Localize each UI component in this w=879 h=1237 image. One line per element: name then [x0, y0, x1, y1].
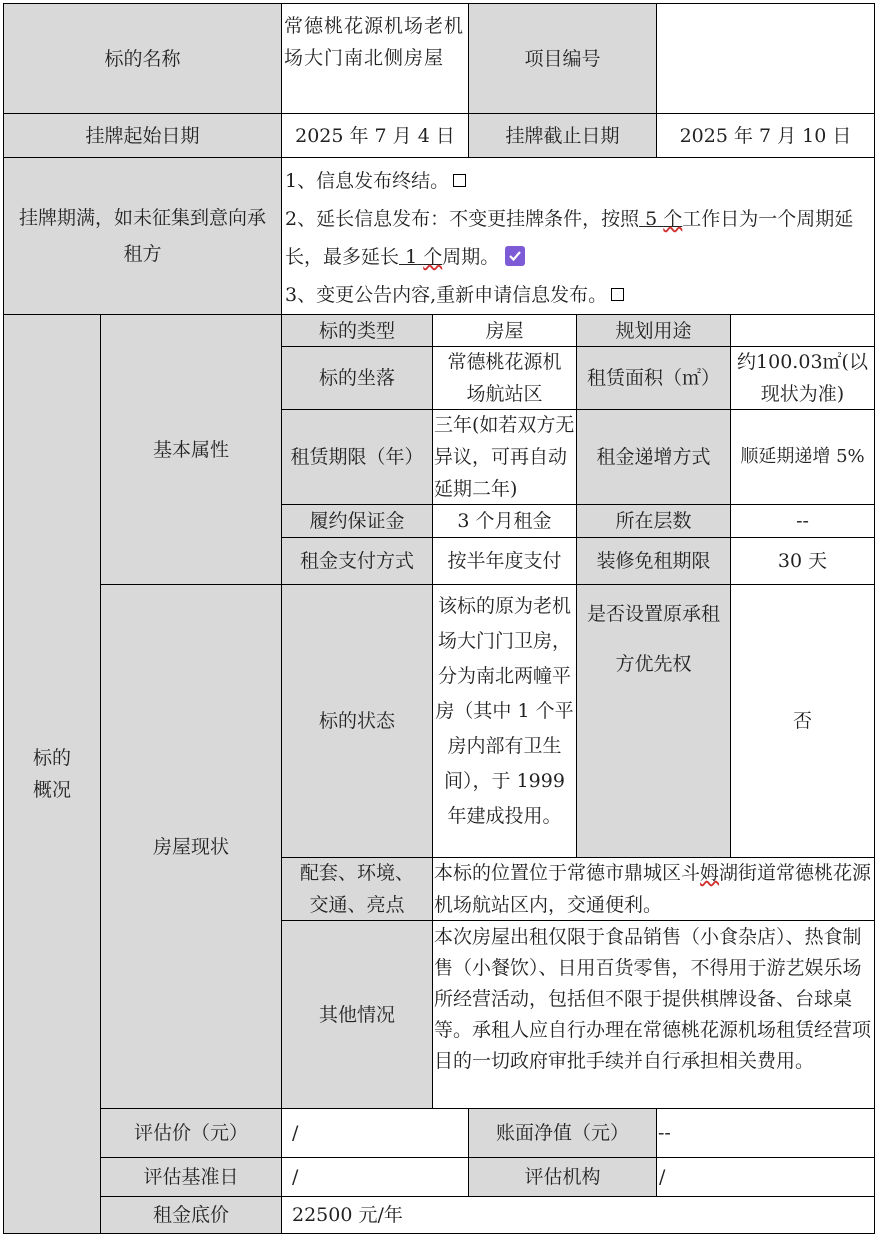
option-2-checkbox-checked[interactable] — [505, 246, 525, 266]
overview-label: 标的概况 — [3, 314, 101, 1234]
increase-value: 顺延期递增 5% — [730, 409, 875, 505]
deposit-value: 3 个月租金 — [432, 504, 577, 538]
rent-free-label: 装修免租期限 — [576, 537, 731, 585]
use-label: 规划用途 — [576, 314, 731, 347]
code-label: 项目编号 — [468, 3, 657, 114]
book-value-label: 账面净值（元） — [468, 1108, 657, 1158]
house-status-label: 房屋现状 — [100, 584, 282, 1109]
reserve-rent-label: 租金底价 — [100, 1196, 282, 1234]
other-label: 其他情况 — [281, 920, 433, 1109]
floor-label: 所在层数 — [576, 504, 731, 538]
appraisal-value: / — [281, 1108, 469, 1158]
use-value — [730, 314, 875, 347]
start-date-value: 2025 年 7 月 4 日 — [281, 113, 469, 158]
payment-label: 租金支付方式 — [281, 537, 433, 585]
state-label: 标的状态 — [281, 584, 433, 858]
basic-attributes-label: 基本属性 — [100, 314, 282, 585]
area-value: 约100.03㎡(以现状为准) — [730, 346, 875, 410]
floor-value: -- — [730, 504, 875, 538]
priority-label: 是否设置原承租方优先权 — [576, 584, 731, 858]
location-label: 标的坐落 — [281, 346, 433, 410]
expiry-option-1: 1、信息发布终结。 — [285, 162, 871, 200]
appraisal-date-value: / — [281, 1157, 469, 1197]
location-value: 常德桃花源机场航站区 — [432, 346, 577, 410]
appraisal-label: 评估价（元） — [100, 1108, 282, 1158]
expiry-option-2: 2、延长信息发布：不变更挂牌条件，按照 5 个工作日为一个周期延长，最多延长 1 个周期。 — [285, 208, 854, 268]
expiry-option-3: 3、变更公告内容,重新申请信息发布。 — [285, 276, 871, 314]
name-label: 标的名称 — [3, 3, 282, 114]
rent-free-value: 30 天 — [730, 537, 875, 585]
end-date-label: 挂牌截止日期 — [468, 113, 657, 158]
expiry-label: 挂牌期满，如未征集到意向承租方 — [3, 157, 282, 315]
other-value: 本次房屋出租仅限于食品销售（小食杂店）、热食制售（小餐饮）、日用百货零售，不得用于游艺娱乐场所经营活动，包括但不限于提供棋牌设备、台球桌等。承租人应自行办理在常德桃花源机场租赁经营项目的一切政府审批手续并自行承担相关费用。 — [432, 920, 875, 1109]
option-3-checkbox[interactable] — [611, 288, 624, 301]
book-value: -- — [656, 1108, 875, 1158]
appraisal-org-value: / — [656, 1157, 875, 1197]
code-value — [656, 3, 875, 114]
term-value: 三年(如若双方无异议，可再自动延期二年) — [432, 409, 577, 505]
type-value: 房屋 — [432, 314, 577, 347]
appraisal-org-label: 评估机构 — [468, 1157, 657, 1197]
environment-label: 配套、环境、交通、亮点 — [281, 857, 433, 921]
deposit-label: 履约保证金 — [281, 504, 433, 538]
name-value: 常德桃花源机场老机场大门南北侧房屋 — [281, 3, 469, 114]
option-1-checkbox[interactable] — [453, 174, 466, 187]
start-date-label: 挂牌起始日期 — [3, 113, 282, 158]
priority-value: 否 — [730, 584, 875, 858]
increase-label: 租金递增方式 — [576, 409, 731, 505]
end-date-value: 2025 年 7 月 10 日 — [656, 113, 875, 158]
term-label: 租赁期限（年） — [281, 409, 433, 505]
area-label: 租赁面积（㎡） — [576, 346, 731, 410]
reserve-rent-value: 22500 元/年 — [281, 1196, 875, 1234]
appraisal-date-label: 评估基准日 — [100, 1157, 282, 1197]
environment-value: 本标的位置位于常德市鼎城区斗姆湖街道常德桃花源机场航站区内，交通便利。 — [432, 857, 875, 921]
payment-value: 按半年度支付 — [432, 537, 577, 585]
type-label: 标的类型 — [281, 314, 433, 347]
expiry-options — [281, 157, 875, 315]
state-value: 该标的原为老机场大门门卫房，分为南北两幢平房（其中 1 个平房内部有卫生间），于 1999 年建成投用。 — [432, 584, 577, 858]
